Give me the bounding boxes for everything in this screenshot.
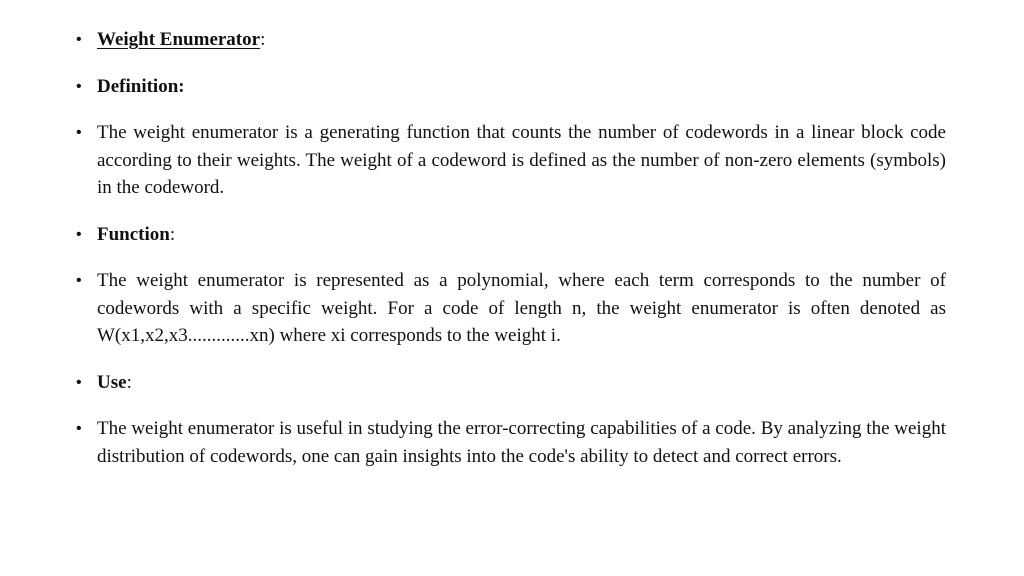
heading-use xyxy=(76,369,946,397)
heading-text: Use xyxy=(97,371,127,393)
bullet-icon: • xyxy=(76,373,82,391)
heading-text: Weight Enumerator xyxy=(97,29,261,50)
paragraph-definition xyxy=(76,119,946,202)
heading-definition xyxy=(76,73,946,101)
bullet-list xyxy=(76,26,946,489)
bullet-icon: • xyxy=(76,31,82,48)
heading-text: Definition: xyxy=(97,75,185,97)
heading-suffix: : xyxy=(169,223,176,245)
paragraph-text: The weight enumerator is represented as a polynomial, where each term corresponds to the number of codewords with a specific weight. For a code of length n, the weight enumerator is often denoted as W(x1,x2,x3.............xn) where xi corresponds to the weight i. xyxy=(97,270,946,346)
heading-text: Function xyxy=(97,223,170,245)
heading-suffix: : xyxy=(126,371,132,393)
bullet-icon: • xyxy=(76,272,82,289)
bullet-icon: • xyxy=(76,420,82,437)
paragraph-text: The weight enumerator is a generating function that counts the number of codewords in a linear block code according to their weights. The weight of a codeword is defined as the number of non-zero elements (symbols) in the codeword. xyxy=(97,122,946,198)
bullet-icon: • xyxy=(76,225,82,243)
paragraph-use xyxy=(76,415,946,470)
paragraph-text: The weight enumerator is useful in studying the error-correcting capabilities of a code. By analyzing the weight distribution of codewords, one can gain insights into the code's ability to detect and correct errors. xyxy=(97,418,946,467)
bullet-icon: • xyxy=(76,124,82,141)
heading-function xyxy=(76,221,946,249)
paragraph-function xyxy=(76,267,946,350)
heading-weight-enumerator xyxy=(76,26,946,54)
heading-suffix: : xyxy=(260,29,266,50)
bullet-icon: • xyxy=(76,77,82,95)
